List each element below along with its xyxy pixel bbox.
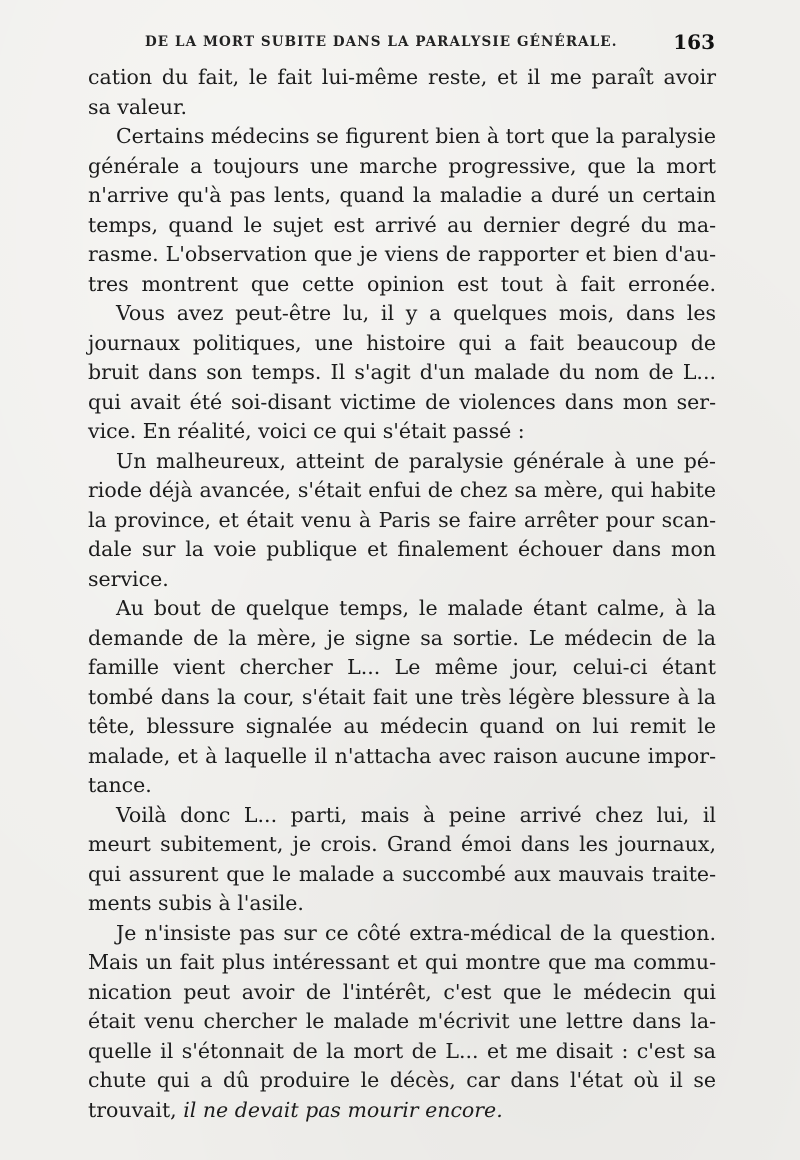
text-line: bruit dans son temps. Il s'agit d'un malade du nom de L... — [88, 360, 716, 384]
paragraph-first-line: Au bout de quelque temps, le malade étant calme, à la — [116, 596, 716, 620]
paragraph-first-line: Vous avez peut-être lu, il y a quelques mois, dans les — [116, 301, 716, 325]
text-line: qui avait été soi-disant victime de violences dans mon ser- — [88, 389, 716, 414]
final-line-roman: trouvait, — [88, 1097, 184, 1122]
paragraph-first-line: Je n'insiste pas sur ce côté extra-médical de la question. — [116, 920, 716, 945]
text-line: demande de la mère, je signe sa sortie. Le médecin de la — [88, 625, 716, 650]
text-line-final — [88, 1096, 716, 1126]
text-line: tres montrent que cette opinion est tout à fait erronée. — [88, 271, 716, 296]
text-line: tombé dans la cour, s'était fait une très légère blessure à la — [88, 684, 716, 709]
paragraph-first-line: Certains médecins se figurent bien à tort que la paralysie — [116, 124, 716, 148]
text-line: cation du fait, le fait lui-même reste, et il me paraît avoir — [88, 65, 716, 89]
text-line: service. — [88, 566, 169, 591]
text-line: sa valeur. — [88, 94, 188, 119]
text-line: Mais un fait plus intéressant et qui montre que ma commu- — [88, 950, 716, 974]
final-line-italic: il ne devait pas mourir encore. — [183, 1097, 503, 1122]
text-line: temps, quand le sujet est arrivé au dernier degré du ma- — [88, 212, 716, 237]
body-text — [88, 63, 716, 1125]
text-line: n'arrive qu'à pas lents, quand la maladie a duré un certain — [88, 183, 716, 207]
text-line: riode déjà avancée, s'était enfui de chez sa mère, qui habite — [88, 478, 716, 502]
text-line: tête, blessure signalée au médecin quand on lui remit le — [88, 714, 716, 738]
paragraph-first-line: Un malheureux, atteint de paralysie générale à une pé- — [116, 448, 716, 473]
running-title: DE LA MORT SUBITE DANS LA PARALYSIE GÉNÉRALE. — [145, 34, 618, 50]
text-line: vice. En réalité, voici ce qui s'était passé : — [88, 419, 525, 443]
text-line: quelle il s'étonnait de la mort de L... et me disait : c'est sa — [88, 1038, 716, 1063]
text-line: meurt subitement, je crois. Grand émoi dans les journaux, — [88, 832, 716, 856]
text-line: ments subis à l'asile. — [88, 891, 304, 915]
text-line: dale sur la voie publique et finalement échouer dans mon — [88, 537, 716, 561]
text-line: tance. — [88, 773, 152, 797]
text-line: malade, et à laquelle il n'attacha avec raison aucune impor- — [88, 743, 716, 768]
text-line: famille vient chercher L... Le même jour, celui-ci étant — [88, 655, 716, 679]
page-header — [145, 30, 715, 56]
text-line: générale a toujours une marche progressive, que la mort — [88, 153, 716, 178]
text-line: était venu chercher le malade m'écrivit une lettre dans la- — [88, 1009, 716, 1033]
page-number: 163 — [673, 30, 715, 54]
paragraph-first-line: Voilà donc L... parti, mais à peine arrivé chez lui, il — [116, 802, 716, 827]
text-line: chute qui a dû produire le décès, car dans l'état où il se — [88, 1068, 716, 1092]
text-line: la province, et était venu à Paris se faire arrêter pour scan- — [88, 507, 716, 532]
text-line: rasme. L'observation que je viens de rapporter et bien d'au- — [88, 242, 716, 266]
text-line: qui assurent que le malade a succombé aux mauvais traite- — [88, 861, 716, 886]
text-line: journaux politiques, une histoire qui a fait beaucoup de — [88, 330, 716, 355]
text-line: nication peut avoir de l'intérêt, c'est que le médecin qui — [88, 979, 716, 1004]
